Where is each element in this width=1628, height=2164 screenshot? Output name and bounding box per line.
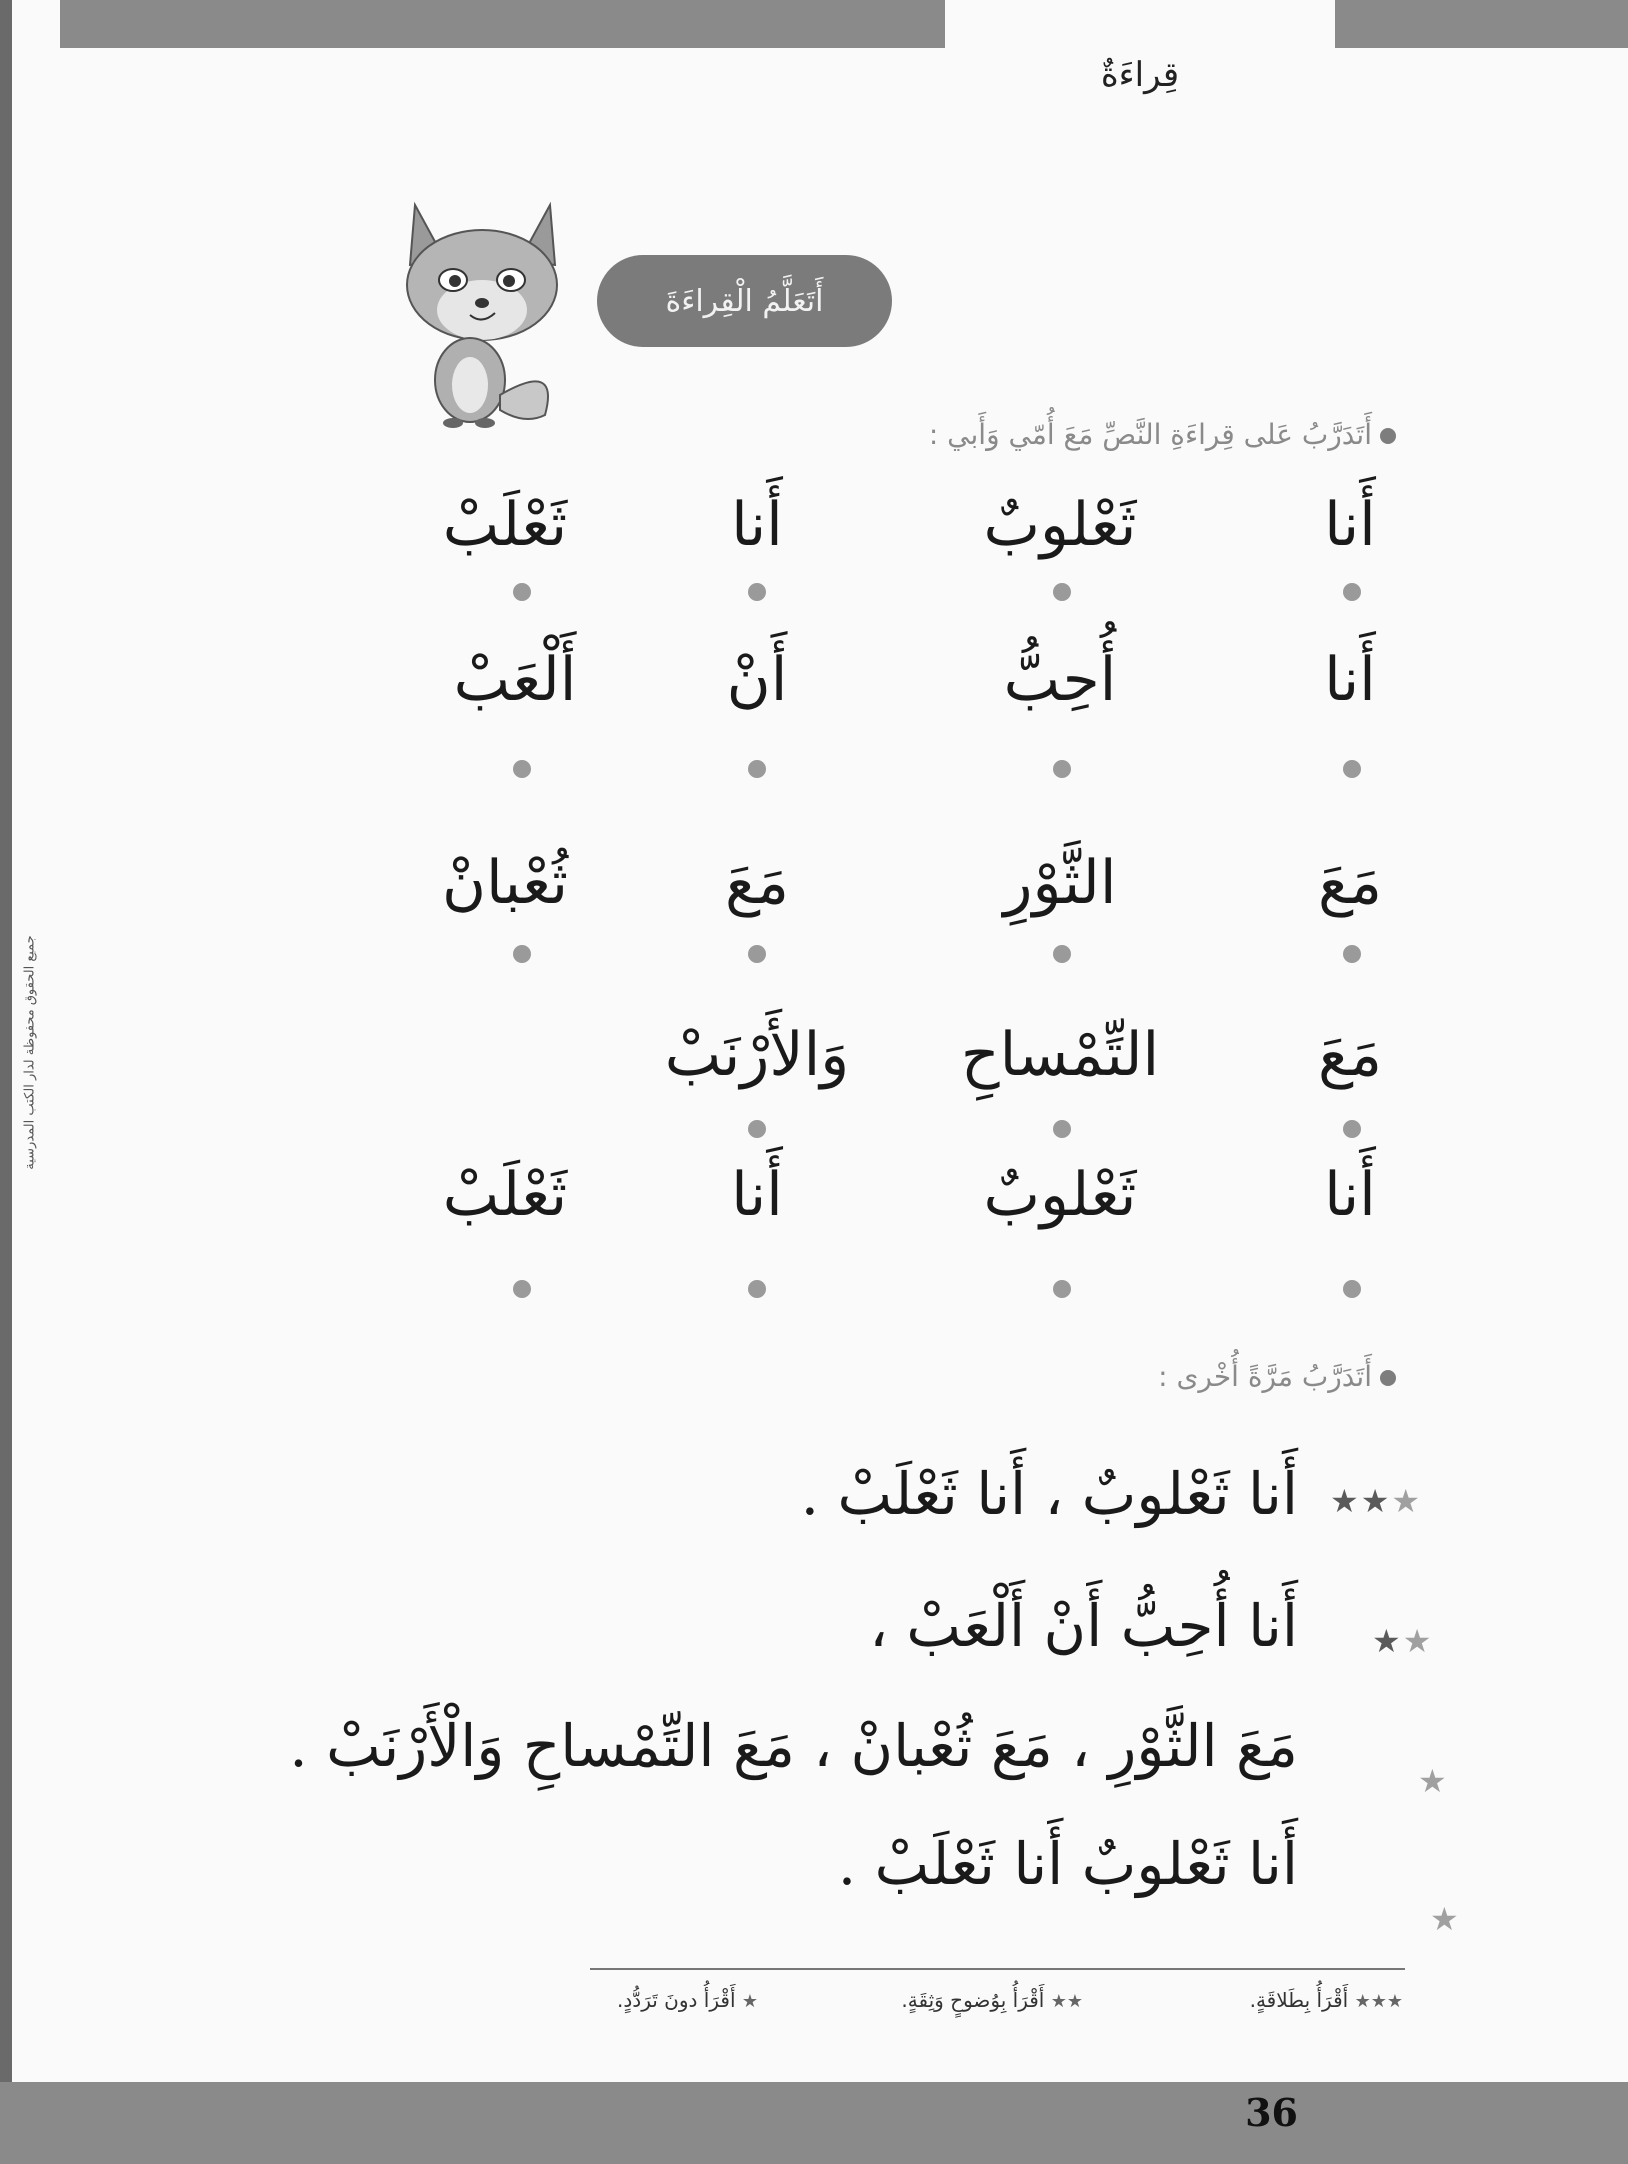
grid-word: أَنا [1324, 490, 1376, 560]
bullet-dot-icon [748, 1120, 766, 1138]
star-rating-1 [1430, 1900, 1461, 1938]
practice-sentence: أَنا ثَعْلوبٌ ، أَنا ثَعْلَبْ . [800, 1460, 1298, 1528]
spine-copyright: جميع الحقوق محفوظة لدار الكتب المدرسية [22, 935, 38, 1170]
bullet-dot-icon [1053, 1280, 1071, 1298]
bullet-dot-icon [1053, 945, 1071, 963]
grid-word: أَنا [731, 490, 783, 560]
grid-word: الثَّوْرِ [1003, 848, 1117, 918]
legend-one-label: أَقْرَأُ دونَ تَرَدُّدٍ. [617, 1988, 736, 2012]
star-rating-2 [1372, 1622, 1433, 1660]
grid-word: ثُعْبانْ [441, 848, 569, 918]
grid-word: أَنْ [726, 645, 788, 715]
divider [590, 1968, 1405, 1970]
bullet-dot-icon [1343, 760, 1361, 778]
legend-two-stars [901, 1988, 1083, 2012]
bullet-dot-icon [1053, 583, 1071, 601]
page-edge [0, 0, 12, 2164]
legend-two-label: أَقْرَأُ بِوُضوحٍ وَثِقَةٍ. [901, 1988, 1045, 2012]
star-icon: ★ [1372, 1622, 1403, 1660]
bullet-dot-icon [748, 945, 766, 963]
grid-word: أُحِبُّ [1003, 645, 1117, 715]
instruction-2 [1158, 1360, 1396, 1393]
bullet-dot-icon [1343, 583, 1361, 601]
grid-word: أَلْعَبْ [453, 645, 577, 715]
star-icon: ★ [1330, 1482, 1361, 1520]
star-icon: ★★ [1050, 1991, 1083, 2012]
bullet-dot-icon [1053, 1120, 1071, 1138]
bullet-dot-icon [1053, 760, 1071, 778]
section-title: قِراءَةٌ [1100, 55, 1180, 95]
grid-word: مَعَ [1317, 1020, 1383, 1090]
star-icon: ★ [1430, 1900, 1461, 1938]
grid-word: أَنا [1324, 1160, 1376, 1230]
bullet-dot-icon [1343, 945, 1361, 963]
grid-word: أَنا [1324, 645, 1376, 715]
grid-word: ثَعْلوبٌ [983, 490, 1137, 560]
practice-sentence: مَعَ الثَّوْرِ ، مَعَ ثُعْبانْ ، مَعَ التِّمْساحِ وَالْأَرْنَبْ . [289, 1712, 1298, 1780]
bullet-dot-icon [1343, 1280, 1361, 1298]
bullet-dot-icon [1343, 1120, 1361, 1138]
page-number: 36 [1245, 2090, 1298, 2135]
star-rating-3 [1330, 1482, 1422, 1520]
practice-sentence: أَنا ثَعْلوبٌ أَنا ثَعْلَبْ . [837, 1830, 1298, 1898]
bullet-dot-icon [1380, 1370, 1396, 1386]
bullet-dot-icon [748, 760, 766, 778]
bullet-dot-icon [748, 583, 766, 601]
instruction-2-text: أَتَدَرَّبُ مَرَّةً أُخْرى : [1158, 1360, 1372, 1393]
legend-one-star [617, 1988, 758, 2012]
bullet-dot-icon [513, 760, 531, 778]
instruction-1-text: أَتَدَرَّبُ عَلى قِراءَةِ النَّصِّ مَعَ أُمّي وَأَبي : [928, 418, 1372, 451]
grid-word: أَنا [731, 1160, 783, 1230]
star-icon: ★ [1360, 1482, 1392, 1520]
grid-word: وَالأَرْنَبْ [664, 1020, 850, 1090]
star-icon: ★ [741, 1991, 758, 2012]
bullet-dot-icon [748, 1280, 766, 1298]
legend-three-stars [1250, 1988, 1403, 2012]
bullet-dot-icon [513, 1280, 531, 1298]
footer-band [0, 2082, 1628, 2164]
legend-three-label: أَقْرَأُ بِطَلاقَةٍ. [1249, 1988, 1349, 2012]
star-icon: ★★★ [1354, 1991, 1403, 2012]
lesson-banner [597, 255, 892, 347]
practice-sentence: أَنا أُحِبُّ أَنْ أَلْعَبْ ، [869, 1592, 1298, 1660]
star-icon: ★ [1391, 1482, 1423, 1520]
star-rating-1 [1418, 1762, 1449, 1800]
grid-word: مَعَ [1317, 848, 1383, 918]
header-band-left [60, 0, 945, 48]
lesson-banner-label: أَتَعَلَّمُ الْقِراءَةَ [665, 283, 824, 319]
bullet-dot-icon [513, 583, 531, 601]
star-icon: ★ [1402, 1622, 1434, 1660]
grid-word: ثَعْلوبٌ [983, 1160, 1137, 1230]
grid-word: مَعَ [724, 848, 790, 918]
grid-word: ثَعْلَبْ [442, 490, 568, 560]
bullet-dot-icon [513, 945, 531, 963]
instruction-1 [929, 418, 1396, 451]
grid-word: ثَعْلَبْ [442, 1160, 568, 1230]
header-band-right [1335, 0, 1628, 48]
star-icon: ★ [1418, 1762, 1449, 1800]
grid-word: التِّمْساحِ [960, 1020, 1160, 1090]
fox-mascot-icon [385, 185, 580, 430]
bullet-dot-icon [1380, 428, 1396, 444]
